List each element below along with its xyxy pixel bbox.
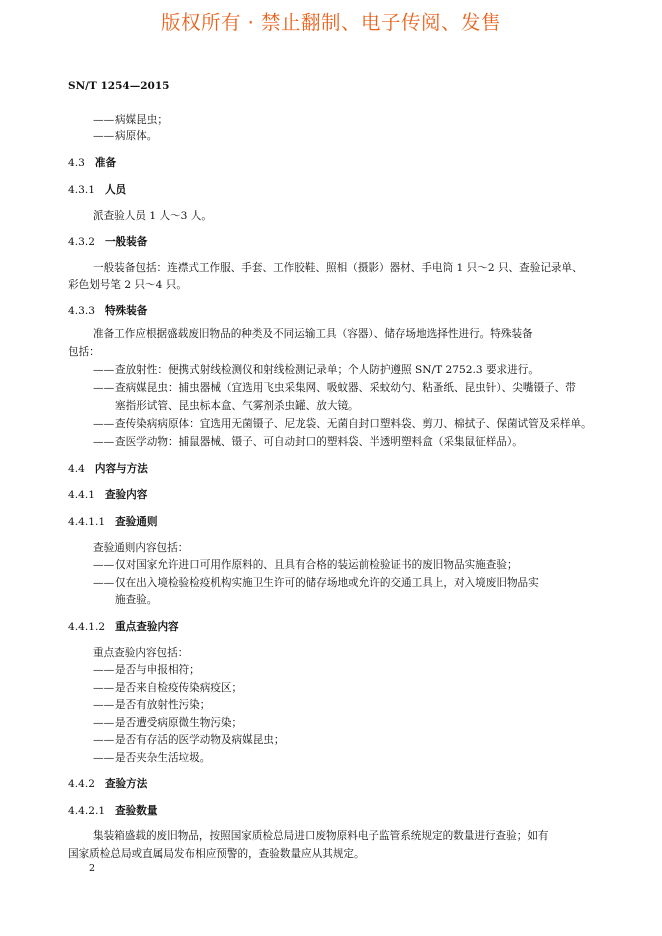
line-text: 集装箱盛载的废旧物品，按照国家质检总局进口废物原料电子监管系统规定的数量进行查验；如有 [93,830,549,842]
list-item [93,112,168,127]
list-dash: —— [93,130,115,142]
section-number: 4.4.1 [68,489,95,501]
section-title: 特殊装备 [104,305,148,317]
paragraph-line [93,326,533,341]
list-item [93,575,539,590]
list-dash: —— [93,717,115,729]
section-heading [68,487,147,502]
line-text: 查病媒昆虫：捕虫器械（宜选用飞虫采集网、吸蚊器、采蚊幼勺、粘蚤纸、昆虫针）、尖嘴镊子、带 [115,382,576,394]
list-dash: —— [93,699,115,711]
section-heading [68,303,147,318]
line-text: 病原体。 [115,130,158,142]
list-item [93,680,242,695]
section-heading [68,514,157,529]
list-dash: —— [93,682,115,694]
list-dash: —— [93,114,115,126]
line-text: 是否来自检疫传染病疫区； [115,682,243,694]
section-title: 查验通则 [115,516,158,528]
line-text: 病媒昆虫； [115,114,168,126]
list-dash: —— [93,664,115,676]
list-dash: —— [93,577,115,589]
list-dash: —— [93,734,115,746]
list-item [93,715,242,730]
list-dash: —— [93,364,115,376]
list-item [93,662,200,677]
list-item [93,732,285,747]
section-heading [68,776,147,791]
line-text: 重点查验内容包括： [93,647,189,659]
line-text: 是否遭受病原微生物污染； [115,717,243,729]
section-title: 重点查验内容 [115,621,179,633]
list-item [93,434,523,449]
page-number: 2 [89,863,96,874]
section-title: 内容与方法 [94,463,148,475]
section-number: 4.3 [68,157,85,169]
line-text: 包括： [68,346,100,358]
section-heading [68,182,126,197]
line-text: 是否夹杂生活垃圾。 [115,752,211,764]
line-text: 是否与申报相符； [115,664,200,676]
list-item [93,750,210,765]
list-dash: —— [93,418,115,430]
section-number: 4.3.2 [68,236,95,248]
line-text: 塞指形试管、昆虫标本盒、气雾剂杀虫罐、放大镜。 [115,400,359,412]
section-number: 4.4.2 [68,778,95,790]
section-title: 查验内容 [104,489,148,501]
paragraph-line [93,828,549,843]
paragraph-line [93,645,188,660]
list-item [93,557,518,572]
section-title: 查验数量 [115,805,158,817]
section-heading [68,155,116,170]
line-text: 查医学动物：捕鼠器械、镊子、可自动封口的塑料袋、半透明塑料盒（采集鼠征样品）。 [115,436,523,448]
standard-number: SN/T 1254—2015 [68,80,170,92]
list-item [93,380,576,395]
line-text: 是否有放射性污染； [115,699,211,711]
paragraph-line [68,846,365,861]
list-item [93,416,592,431]
paragraph-line [93,260,583,275]
line-text: 仅对国家允许进口可用作原料的、且具有合格的装运前检验证书的废旧物品实施查验； [115,559,518,571]
section-number: 4.4.2.1 [68,805,106,817]
section-number: 4.4 [68,463,85,475]
section-heading [68,803,157,818]
list-item [93,128,157,143]
paragraph-line [68,344,100,359]
paragraph-line [93,540,188,555]
section-number: 4.3.3 [68,305,95,317]
line-text: 准备工作应根据盛载废旧物品的种类及不同运输工具（容器）、储存场地选择性进行。特殊装备 [93,328,533,340]
section-number: 4.3.1 [68,184,95,196]
line-text: 查放射性：便携式射线检测仪和射线检测记录单；个人防护遵照 SN/T 2752.3 要求进行。 [115,364,539,376]
list-item [93,362,539,377]
section-title: 查验方法 [104,778,148,790]
paragraph-line [68,277,187,292]
list-dash: —— [93,436,115,448]
section-title: 准备 [94,157,117,169]
line-text: 彩色划号笔 2 只～4 只。 [68,279,187,291]
line-text: 查传染病病原体：宜选用无菌镊子、尼龙袋、无菌自封口塑料袋、剪刀、棉拭子、保菌试管及采样单。 [115,418,592,430]
section-heading [68,619,179,634]
paragraph-line [115,398,359,413]
line-text: 一般装备包括：连襟式工作服、手套、工作胶鞋、照相（摄影）器材、手电筒 1 只～2 只、查验记录单、 [93,262,583,274]
section-title: 人员 [104,184,127,196]
line-text: 仅在出入境检验检疫机构实施卫生许可的储存场地或允许的交通工具上，对入境废旧物品实 [115,577,539,589]
line-text: 查验通则内容包括： [93,542,189,554]
section-heading [68,461,148,476]
list-dash: —— [93,752,115,764]
line-text: 是否有存活的医学动物及病媒昆虫； [115,734,285,746]
list-dash: —— [93,559,115,571]
section-number: 4.4.1.2 [68,621,106,633]
section-heading [68,234,147,249]
copyright-watermark: 版权所有 · 禁止翻制、电子传阅、发售 [160,11,502,34]
paragraph-line [93,208,212,223]
section-number: 4.4.1.1 [68,516,106,528]
list-item [93,697,210,712]
list-dash: —— [93,382,115,394]
line-text: 派查验人员 1 人～3 人。 [93,210,212,222]
section-title: 一般装备 [104,236,148,248]
line-text: 施查验。 [115,594,158,606]
line-text: 国家质检总局或直属局发布相应预警的，查验数量应从其规定。 [68,848,365,860]
paragraph-line [115,592,157,607]
